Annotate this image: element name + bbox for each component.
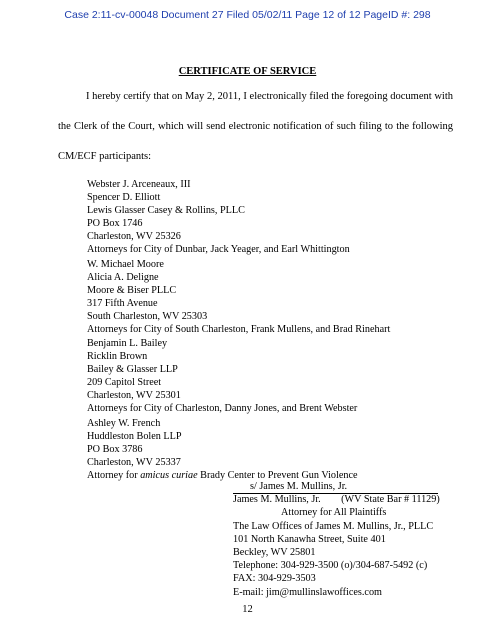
recipient-line: PO Box 3786 (87, 444, 143, 456)
recipient-attorneys-for: Attorneys for City of Dunbar, Jack Yeager, and Earl Whittington (87, 244, 350, 256)
certify-line-3: CM/ECF participants: (58, 151, 152, 162)
firm-fax: FAX: 304-929-3503 (233, 573, 316, 585)
certificate-title: CERTIFICATE OF SERVICE (178, 66, 317, 77)
recipient-line: Benjamin L. Bailey (87, 338, 168, 349)
recipient-line: 209 Capitol Street (87, 377, 162, 389)
recipient-line: Ashley W. French (87, 418, 161, 429)
attorneys-for-suffix: Brady Center to Prevent Gun Violence (197, 470, 358, 482)
recipient-line: Charleston, WV 25337 (87, 457, 181, 469)
recipient-line: Spencer D. Elliott (87, 192, 161, 204)
electronic-signature: s/ James M. Mullins, Jr. (233, 480, 438, 494)
recipient-block-charleston (87, 337, 357, 416)
firm-city: Beckley, WV 25801 (233, 546, 316, 558)
signer-role: Attorney for All Plaintiffs (281, 507, 387, 519)
recipient-line: Charleston, WV 25301 (87, 390, 181, 402)
recipient-line: W. Michael Moore (87, 259, 164, 270)
recipient-line: Alicia A. Deligne (87, 272, 159, 284)
recipient-block-amicus (87, 417, 358, 482)
firm-street: 101 North Kanawha Street, Suite 401 (233, 533, 386, 545)
attorneys-for-prefix: Attorney for (87, 470, 141, 482)
law-firm-name: The Law Offices of James M. Mullins, Jr., PLLC (233, 520, 434, 532)
recipient-attorneys-for: Attorneys for City of South Charleston, Frank Mullens, and Brad Rinehart (87, 324, 391, 336)
recipient-line: Ricklin Brown (87, 351, 148, 363)
firm-telephone: Telephone: 304-929-3500 (o)/304-687-5492 (c) (233, 560, 428, 572)
recipient-attorneys-for: Attorneys for City of Charleston, Danny Jones, and Brent Webster (87, 403, 358, 415)
recipient-block-dunbar (87, 178, 350, 257)
case-header: Case 2:11-cv-00048 Document 27 Filed 05/02/11 Page 12 of 12 PageID #: 298 (64, 9, 431, 21)
recipient-line: South Charleston, WV 25303 (87, 311, 208, 323)
recipient-block-south-charleston (87, 258, 390, 337)
page-number: 12 (242, 604, 253, 615)
signer-name-bar: James M. Mullins, Jr. (WV State Bar # 11129) (233, 494, 440, 506)
certify-line-2: the Clerk of the Court, which will send electronic notification of such filing to the following (58, 121, 453, 132)
recipient-line: Moore & Biser PLLC (87, 285, 177, 297)
recipient-line: Webster J. Arceneaux, III (87, 179, 191, 190)
firm-email: E-mail: jim@mullinslawoffices.com (233, 586, 382, 598)
recipient-line: Lewis Glasser Casey & Rollins, PLLC (87, 205, 245, 217)
recipient-line: PO Box 1746 (87, 218, 143, 230)
signature-block (233, 480, 440, 599)
recipient-line: Charleston, WV 25326 (87, 231, 181, 243)
amicus-curiae-text: amicus curiae (140, 470, 198, 482)
certify-line-1: I hereby certify that on May 2, 2011, I electronically filed the foregoing document with (86, 91, 453, 102)
recipient-line: Huddleston Bolen LLP (87, 431, 182, 443)
recipient-line: Bailey & Glasser LLP (87, 364, 178, 376)
recipient-line: 317 Fifth Avenue (87, 298, 158, 310)
